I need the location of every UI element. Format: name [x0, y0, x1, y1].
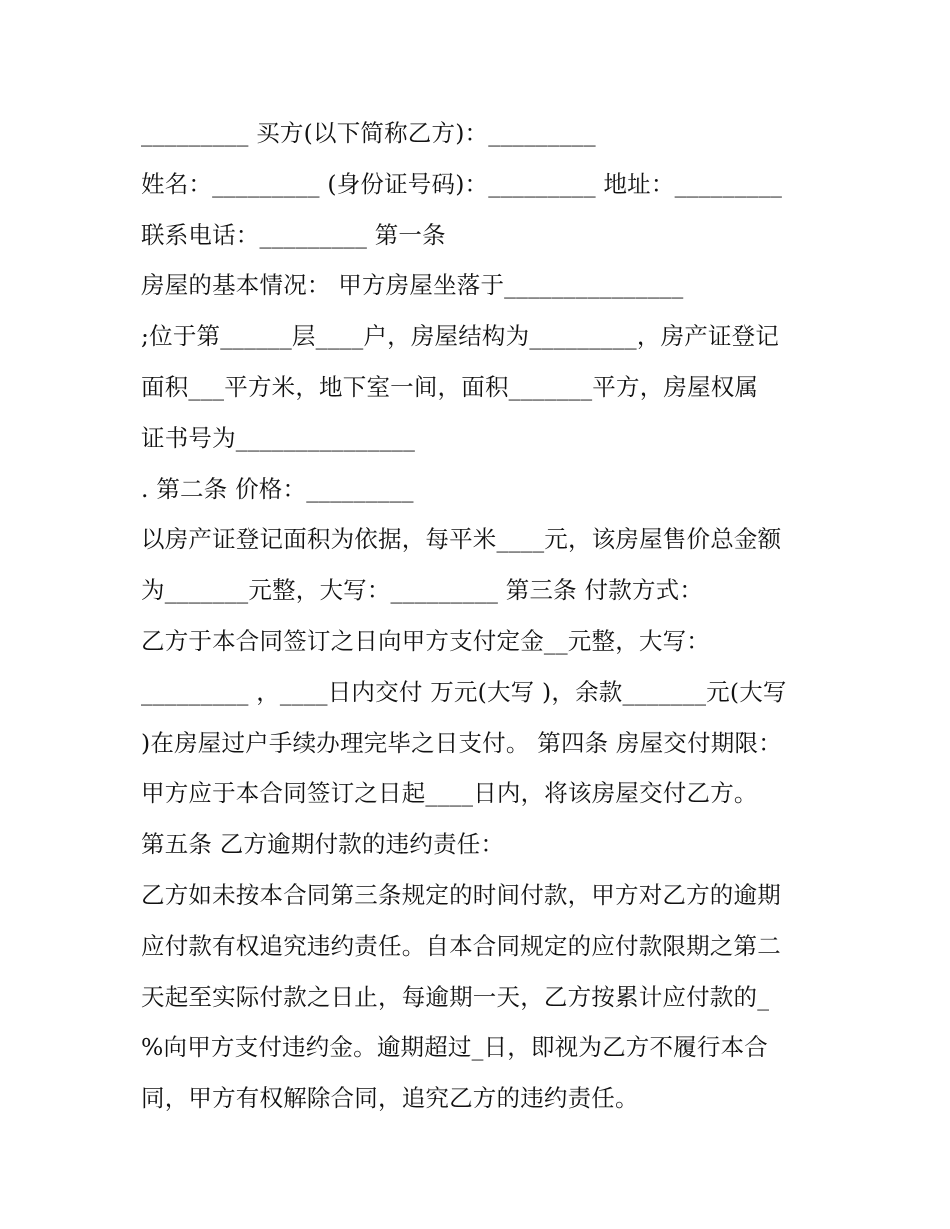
late-payment-line-2: 应付款有权追究违约责任。自本合同规定的应付款限期之第二 — [141, 931, 781, 960]
payment-installment-line: _________ ，____日内交付 万元(大写 )，余款_______元(大写 — [141, 677, 787, 706]
buyer-line: _________ 买方(以下简称乙方)：_________ — [141, 119, 596, 147]
deposit-line: 乙方于本合同签订之日向甲方支付定金__元整，大写： — [141, 626, 710, 655]
late-payment-line-4: %向甲方支付违约金。逾期超过_日，即视为乙方不履行本合 — [141, 1033, 768, 1062]
contract-body — [141, 108, 821, 1124]
house-basic-info-line: 房屋的基本情况： 甲方房屋坐落于_______________ — [141, 271, 684, 300]
delivery-deadline-line: 甲方应于本合同签订之日起____日内，将该房屋交付乙方。 — [141, 779, 758, 808]
certificate-number-line: 证书号为_______________ — [141, 423, 416, 452]
late-payment-line-5: 同，甲方有权解除合同，追究乙方的违约责任。 — [141, 1084, 639, 1113]
late-payment-line-1: 乙方如未按本合同第三条规定的时间付款，甲方对乙方的逾期 — [141, 880, 781, 909]
late-payment-line-3: 天起至实际付款之日止，每逾期一天，乙方按累计应付款的_ — [141, 982, 770, 1011]
transfer-payment-article-four-line: )在房屋过户手续办理完毕之日支付。 第四条 房屋交付期限： — [141, 728, 782, 757]
article-two-price-line: . 第二条 价格：_________ — [141, 474, 414, 503]
article-five-title-line: 第五条 乙方逾期付款的违约责任： — [141, 830, 505, 859]
name-id-address-line: 姓名：_________ (身份证号码)：_________ 地址：_________ — [141, 169, 783, 198]
total-price-article-three-line: 为_______元整，大写：_________ 第三条 付款方式： — [141, 576, 704, 605]
house-area-line: 面积___平方米，地下室一间，面积_______平方，房屋权属 — [141, 372, 759, 401]
price-per-sqm-line: 以房产证登记面积为依据，每平米____元，该房屋售价总金额 — [141, 525, 782, 554]
house-floor-structure-line: ;位于第______层____户，房屋结构为_________，房产证登记 — [141, 322, 780, 351]
phone-article-one-line: 联系电话：_________ 第一条 — [141, 220, 446, 249]
